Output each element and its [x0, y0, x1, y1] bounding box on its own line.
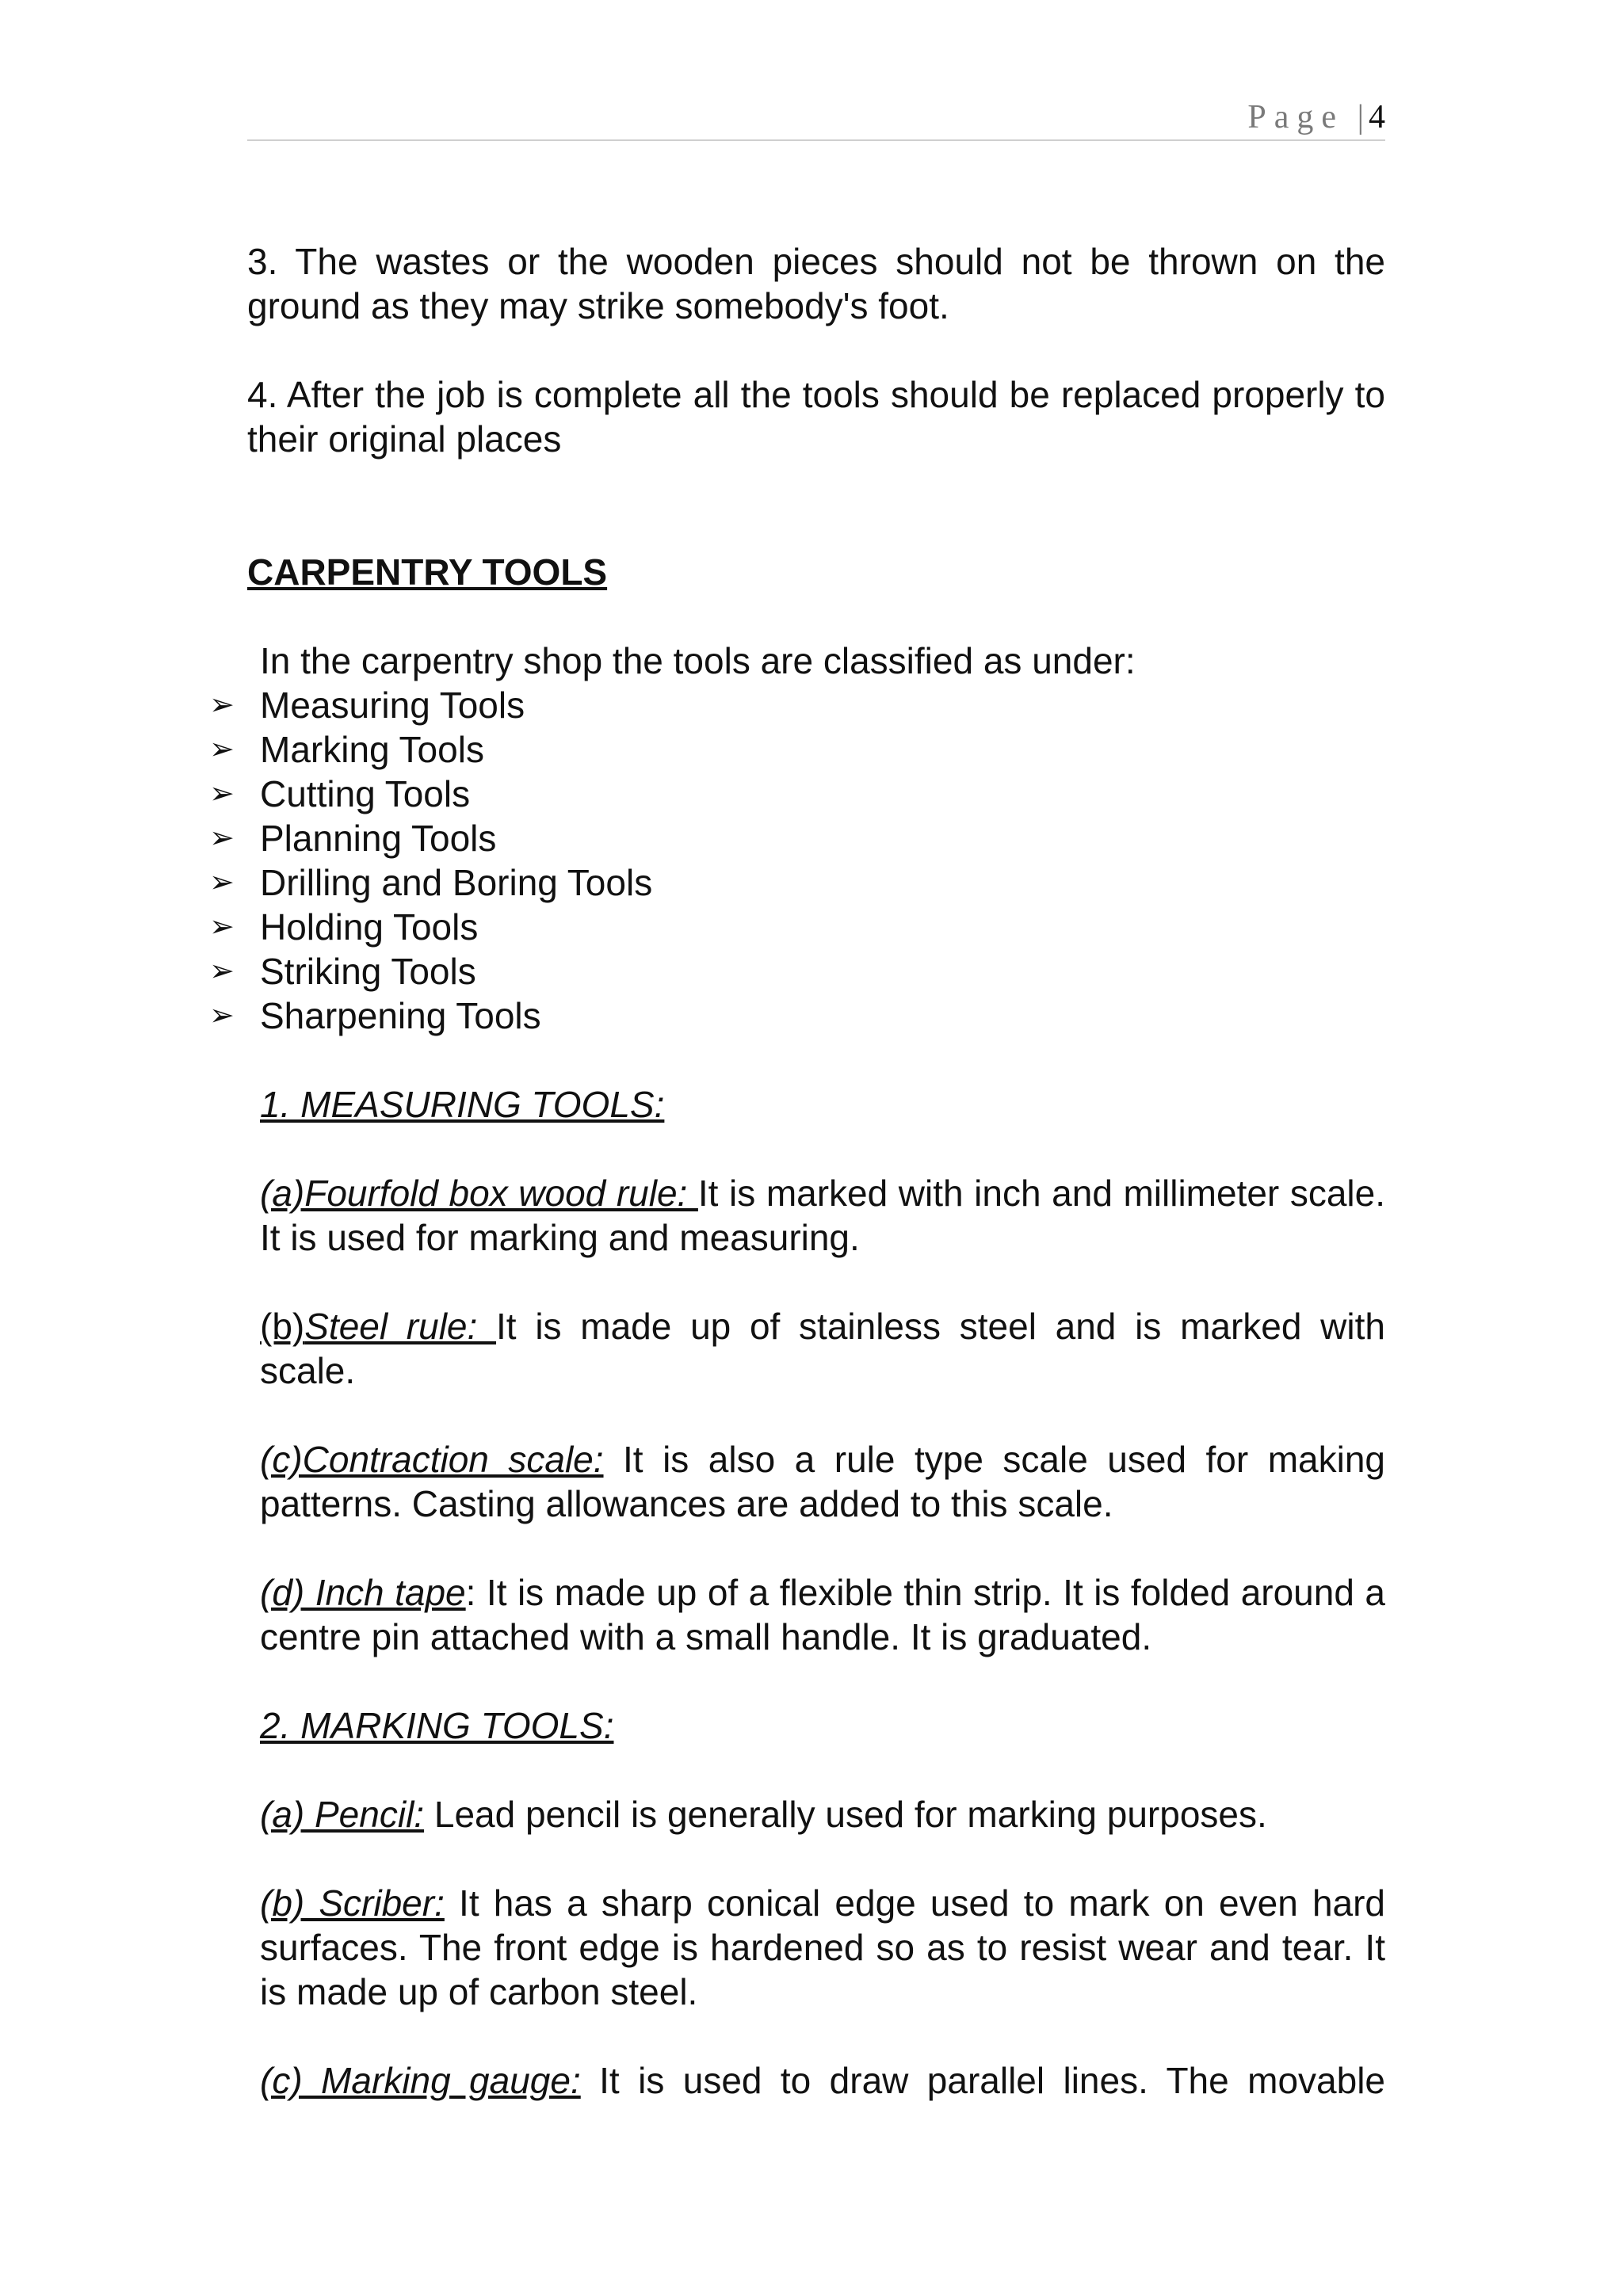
marking-item-c: (c) Marking gauge: It is used to draw parallel lines. The movable [260, 2060, 1385, 2101]
list-item: ➢ Sharpening Tools [209, 995, 541, 1036]
term-marking-gauge: (c) Marking gauge: [260, 2060, 581, 2101]
intro-text: In the carpentry shop the tools are classified as under: [260, 640, 1136, 681]
arrow-bullet-icon: ➢ [209, 866, 235, 899]
page-separator: | [1357, 99, 1364, 135]
term-steel-rule: Steel rule: [304, 1306, 497, 1347]
page-word: Page [1247, 99, 1345, 135]
measuring-item-d: (d) Inch tape: It is made up of a flexible thin strip. It is folded around a centre pin attached with a small handle. It is graduated. [260, 1572, 1385, 1657]
term-prefix-b: (b) [260, 1306, 305, 1347]
paragraph-3: 3. The wastes or the wooden pieces should not be thrown on the ground as they may strike somebody's foot. [247, 241, 1385, 326]
list-item: ➢ Drilling and Boring Tools [209, 862, 653, 903]
section-title: CARPENTRY TOOLS [247, 551, 608, 593]
arrow-bullet-icon: ➢ [209, 733, 235, 766]
measuring-item-b: (b)Steel rule: It is made up of stainless steel and is marked with scale. [260, 1306, 1385, 1391]
term-contraction-scale: (c)Contraction scale: [260, 1439, 604, 1480]
arrow-bullet-icon: ➢ [209, 955, 235, 988]
list-item: ➢ Cutting Tools [209, 773, 471, 814]
list-item: ➢ Measuring Tools [209, 685, 525, 726]
list-item: ➢ Marking Tools [209, 729, 484, 770]
list-item: ➢ Planning Tools [209, 818, 497, 859]
arrow-bullet-icon: ➢ [209, 777, 235, 810]
page-number: 4 [1369, 99, 1385, 135]
page-number-label [1247, 98, 1385, 136]
term-scriber: (b) Scriber: [260, 1882, 445, 1924]
page-header [247, 95, 1385, 141]
measuring-tools-heading: 1. MEASURING TOOLS: [260, 1084, 665, 1125]
measuring-tools-section [260, 1082, 1385, 1659]
arrow-bullet-icon: ➢ [209, 688, 235, 722]
term-inch-tape: (d) Inch tape [260, 1572, 466, 1613]
tool-list [209, 683, 1385, 1038]
term-pencil: (a) Pencil: [260, 1794, 425, 1835]
document-body [209, 239, 1386, 2103]
arrow-bullet-icon: ➢ [209, 999, 235, 1032]
marking-item-b: (b) Scriber: It has a sharp conical edge used to mark on even hard surfaces. The front edge is hardened so as to resist wear and tear. It is made up of carbon steel. [260, 1882, 1386, 2012]
term-fourfold-rule: (a)Fourfold box wood rule: [260, 1173, 698, 1214]
measuring-item-c: (c)Contraction scale: It is also a rule type scale used for making patterns. Casting allowances are added to this scale. [260, 1439, 1385, 1524]
measuring-item-a: (a)Fourfold box wood rule: It is marked with inch and millimeter scale. It is used for marking and measuring. [260, 1173, 1385, 1258]
list-item: ➢ Striking Tools [209, 951, 476, 992]
paragraph-4: 4. After the job is complete all the tools should be replaced properly to their original places [247, 374, 1385, 460]
marking-tools-heading: 2. MARKING TOOLS: [260, 1705, 614, 1746]
marking-tools-section [260, 1703, 1385, 2103]
arrow-bullet-icon: ➢ [209, 910, 235, 944]
arrow-bullet-icon: ➢ [209, 822, 235, 855]
marking-item-a: (a) Pencil: Lead pencil is generally used for marking purposes. [260, 1794, 1267, 1835]
list-item: ➢ Holding Tools [209, 906, 479, 948]
